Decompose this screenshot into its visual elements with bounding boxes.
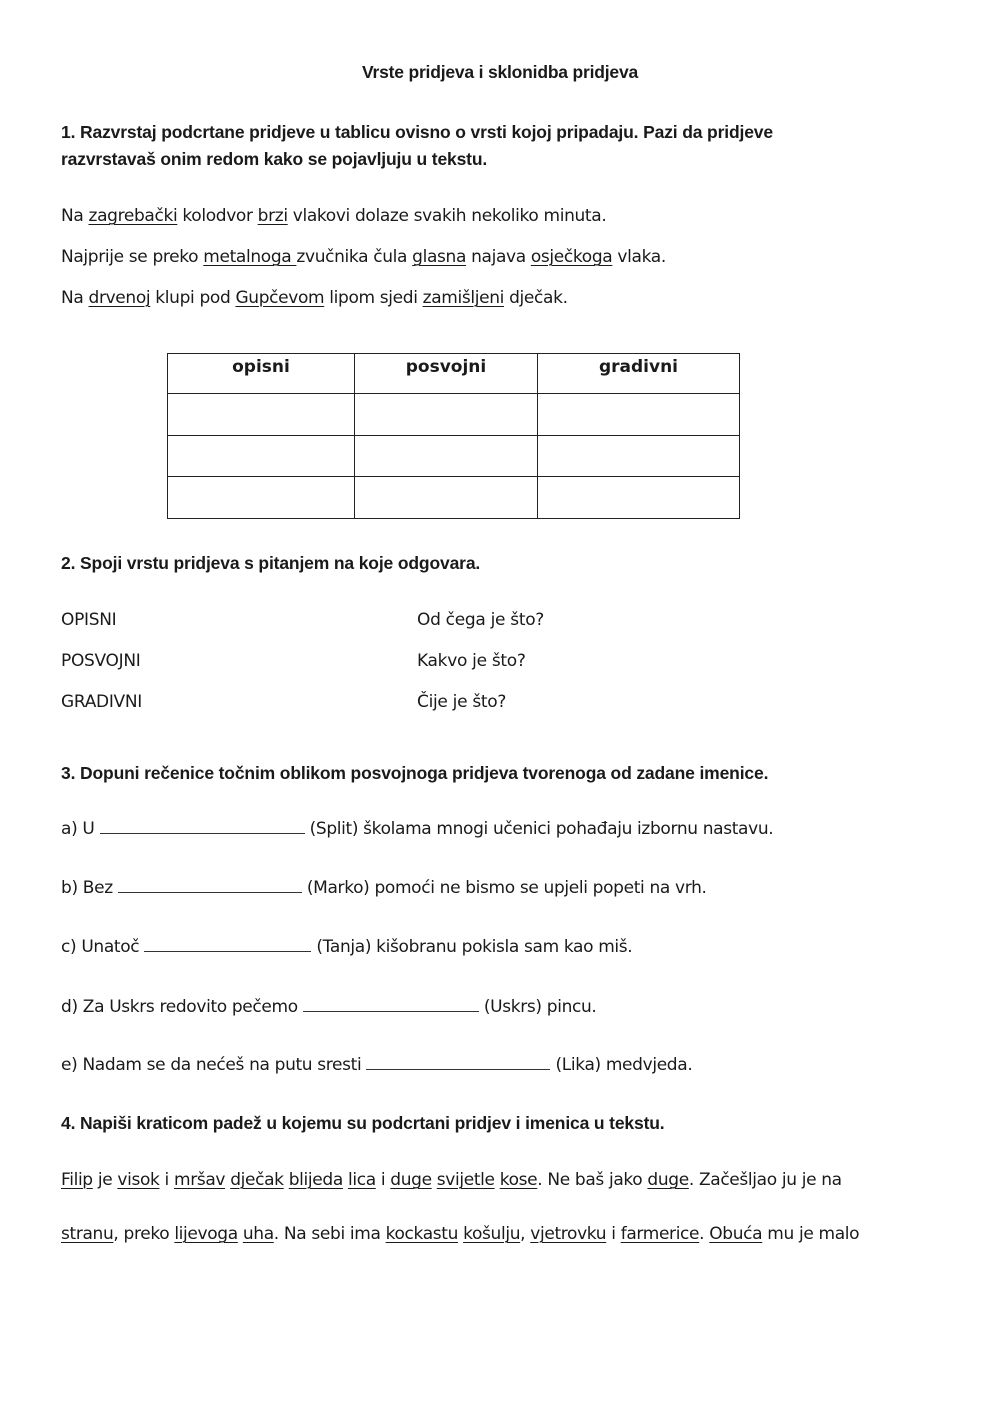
table-cell[interactable] xyxy=(355,394,538,436)
sentence-end: (Tanja) kišobranu pokisla sam kao miš. xyxy=(311,937,633,957)
answer-blank[interactable] xyxy=(118,878,302,893)
column-header-posvojni: posvojni xyxy=(355,354,538,394)
underlined-word: svijetle xyxy=(436,1170,495,1190)
text-run: vlaka. xyxy=(612,247,666,267)
text-run: . Ne baš jako xyxy=(537,1170,648,1190)
table-header-row xyxy=(168,354,740,394)
underlined-word: stranu xyxy=(61,1224,114,1244)
fill-in-sentence xyxy=(61,1053,692,1077)
answer-blank[interactable] xyxy=(144,937,311,952)
fill-in-sentence xyxy=(61,935,632,959)
sentence-start: a) U xyxy=(61,819,100,839)
underlined-word: Gupčevom xyxy=(235,288,325,308)
match-left-item[interactable]: GRADIVNI xyxy=(61,692,142,712)
table-row xyxy=(168,477,740,519)
table-cell[interactable] xyxy=(355,477,538,519)
underlined-word: kose xyxy=(499,1170,538,1190)
sentence-start: d) Za Uskrs redovito pečemo xyxy=(61,997,303,1017)
underlined-word: farmerice xyxy=(620,1224,700,1244)
text-run: lipom sjedi xyxy=(324,288,423,308)
sentence-end: (Split) školama mnogi učenici pohađaju izbornu nastavu. xyxy=(304,819,774,839)
underlined-word: duge xyxy=(390,1170,432,1190)
table-cell[interactable] xyxy=(168,477,355,519)
sentence-end: (Marko) pomoći ne bismo se upjeli popeti na vrh. xyxy=(301,878,707,898)
text-run: , preko xyxy=(113,1224,175,1244)
table-cell[interactable] xyxy=(168,435,355,477)
text-run: , xyxy=(520,1224,531,1244)
text-run: Na xyxy=(61,206,89,226)
match-right-item[interactable]: Kakvo je što? xyxy=(417,651,526,671)
sentence-end: (Lika) medvjeda. xyxy=(550,1055,693,1075)
underlined-word: dječak xyxy=(230,1170,284,1190)
underlined-word: brzi xyxy=(257,206,288,226)
table-row xyxy=(168,435,740,477)
underlined-word: mršav xyxy=(173,1170,226,1190)
fill-in-sentence xyxy=(61,817,773,841)
text-run: je xyxy=(92,1170,118,1190)
table-cell[interactable] xyxy=(355,435,538,477)
text-run: i xyxy=(375,1170,391,1190)
task1-sentence xyxy=(61,286,568,310)
task1-heading-line1: 1. Razvrstaj podcrtane pridjeve u tablicu ovisno o vrsti kojoj pripadaju. Pazi da pridjeve xyxy=(61,122,773,142)
underlined-word: glasna xyxy=(412,247,467,267)
text-run: . xyxy=(699,1224,710,1244)
sentence-start: c) Unatoč xyxy=(61,937,145,957)
fill-in-sentence xyxy=(61,995,596,1019)
text-run: Na xyxy=(61,288,89,308)
underlined-word: lijevoga xyxy=(174,1224,238,1244)
table-row xyxy=(168,394,740,436)
fill-in-sentence xyxy=(61,876,707,900)
classification-table xyxy=(167,353,740,519)
text-run: i xyxy=(606,1224,621,1244)
underlined-word: košulju xyxy=(463,1224,521,1244)
sentence-end: (Uskrs) pincu. xyxy=(478,997,597,1017)
answer-blank[interactable] xyxy=(100,819,305,834)
task2-heading: 2. Spoji vrstu pridjeva s pitanjem na koje odgovara. xyxy=(61,553,481,573)
text-run: . Na sebi ima xyxy=(273,1224,386,1244)
text-run: vlakovi dolaze svakih nekoliko minuta. xyxy=(287,206,607,226)
underlined-word: duge xyxy=(647,1170,689,1190)
underlined-word: visok xyxy=(117,1170,160,1190)
sentence-start: b) Bez xyxy=(61,878,118,898)
text-run: kolodvor xyxy=(177,206,258,226)
table-cell[interactable] xyxy=(168,394,355,436)
match-left-item[interactable]: POSVOJNI xyxy=(61,651,141,671)
underlined-word: uha xyxy=(242,1224,274,1244)
underlined-word: Obuća xyxy=(709,1224,763,1244)
task4-text-line xyxy=(61,1168,842,1192)
underlined-word: lica xyxy=(347,1170,376,1190)
task3-heading: 3. Dopuni rečenice točnim oblikom posvojnoga pridjeva tvorenoga od zadane imenice. xyxy=(61,763,769,783)
text-run: zvučnika čula xyxy=(296,247,413,267)
column-header-gradivni: gradivni xyxy=(538,354,740,394)
text-run: i xyxy=(159,1170,174,1190)
answer-blank[interactable] xyxy=(303,997,479,1012)
sentence-start: e) Nadam se da nećeš na putu sresti xyxy=(61,1055,367,1075)
match-right-item[interactable]: Od čega je što? xyxy=(417,610,545,630)
underlined-word: drvenoj xyxy=(88,288,151,308)
underlined-word: zagrebački xyxy=(88,206,178,226)
table-cell[interactable] xyxy=(538,435,740,477)
underlined-word: zamišljeni xyxy=(422,288,505,308)
text-run: . Začešljao ju je na xyxy=(688,1170,842,1190)
text-run: Najprije se preko xyxy=(61,247,204,267)
task1-sentence xyxy=(61,204,606,228)
underlined-word: metalnoga xyxy=(203,247,297,267)
column-header-opisni: opisni xyxy=(168,354,355,394)
underlined-word: osječkoga xyxy=(530,247,613,267)
text-run: mu je malo xyxy=(762,1224,860,1244)
text-run: najava xyxy=(466,247,531,267)
underlined-word: kockastu xyxy=(385,1224,459,1244)
task4-heading: 4. Napiši kraticom padež u kojemu su podcrtani pridjev i imenica u tekstu. xyxy=(61,1113,665,1133)
task1-heading-line2: razvrstavaš onim redom kako se pojavljuju u tekstu. xyxy=(61,149,488,169)
table-cell[interactable] xyxy=(538,394,740,436)
underlined-word: blijeda xyxy=(288,1170,343,1190)
task4-text-line xyxy=(61,1222,859,1246)
text-run: klupi pod xyxy=(150,288,236,308)
match-right-item[interactable]: Čije je što? xyxy=(417,692,507,712)
page-title: Vrste pridjeva i sklonidba pridjeva xyxy=(361,62,639,82)
underlined-word: vjetrovku xyxy=(530,1224,607,1244)
match-left-item[interactable]: OPISNI xyxy=(61,610,117,630)
underlined-word: Filip xyxy=(61,1170,93,1190)
table-cell[interactable] xyxy=(538,477,740,519)
text-run: dječak. xyxy=(504,288,568,308)
answer-blank[interactable] xyxy=(366,1055,550,1070)
task1-sentence xyxy=(61,245,666,269)
